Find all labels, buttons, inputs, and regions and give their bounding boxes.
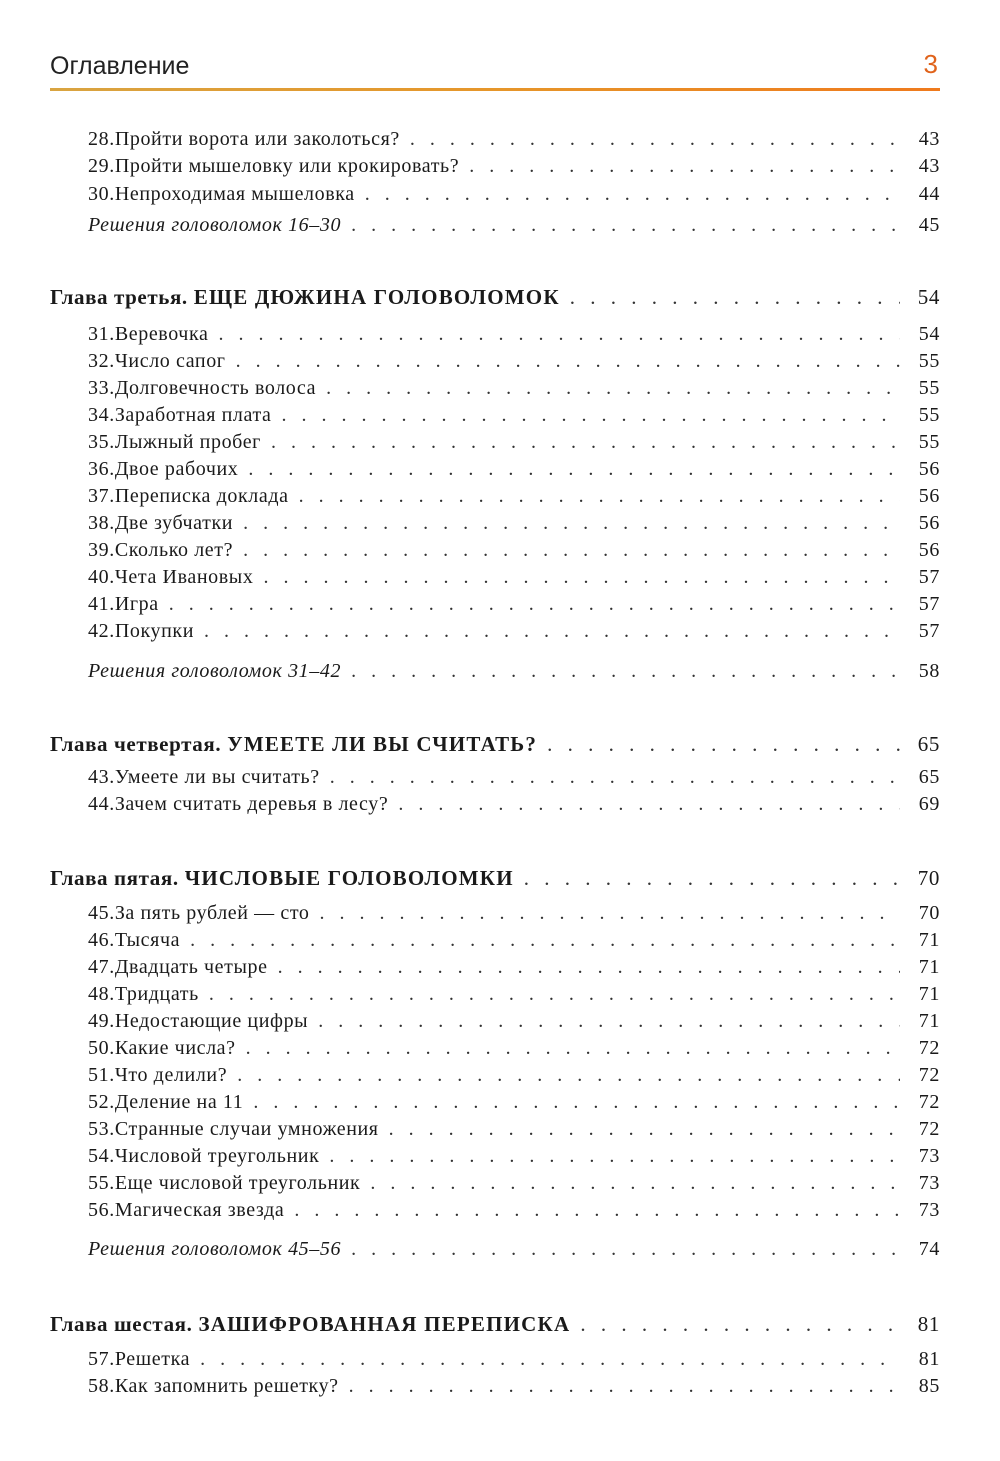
entry-number: 39. — [88, 539, 115, 561]
toc-entry[interactable] — [88, 1010, 940, 1033]
entry-page-number: 45 — [918, 214, 940, 236]
entry-number: 49. — [88, 1010, 115, 1032]
entry-page-number: 57 — [918, 620, 940, 642]
entry-title: За пять рублей — сто — [114, 902, 310, 924]
chapter-title: ЕЩЕ ДЮЖИНА ГОЛОВОЛОМОК — [193, 285, 560, 309]
entry-page-number: 56 — [918, 458, 940, 480]
entry-number: 51. — [88, 1064, 115, 1086]
entry-title: Странные случаи умножения — [114, 1118, 379, 1140]
toc-entry[interactable] — [88, 1037, 940, 1060]
toc-entry[interactable] — [88, 929, 940, 952]
toc-entry[interactable] — [88, 1091, 940, 1114]
entry-page-number: 55 — [918, 377, 940, 399]
page-header — [50, 49, 940, 92]
dot-leader — [365, 183, 900, 206]
toc-entry[interactable] — [88, 566, 940, 589]
entry-number: 34. — [88, 404, 115, 426]
dot-leader — [236, 350, 900, 373]
entry-number: 55. — [88, 1172, 115, 1194]
entry-title: Покупки — [114, 620, 195, 642]
entry-title: Недостающие цифры — [114, 1010, 309, 1032]
entry-number: 30. — [88, 183, 115, 205]
entry-page-number: 73 — [918, 1145, 940, 1167]
entry-title: Деление на 11 — [114, 1091, 244, 1113]
entry-number: 42. — [88, 620, 115, 642]
toc-entry[interactable] — [88, 512, 940, 535]
entry-title: Как запомнить решетку? — [114, 1375, 339, 1397]
toc-entry[interactable] — [88, 431, 940, 454]
dot-leader — [469, 155, 900, 178]
toc-entry[interactable] — [88, 1375, 940, 1398]
solutions-title: Решения головоломок 31–42 — [88, 660, 342, 682]
chapter-title: ЧИСЛОВЫЕ ГОЛОВОЛОМКИ — [184, 866, 514, 890]
entry-page-number: 71 — [918, 1010, 940, 1032]
entry-number: 40. — [88, 566, 115, 588]
chapter-title: ЗАШИФРОВАННАЯ ПЕРЕПИСКА — [198, 1312, 571, 1336]
toc-entry[interactable] — [88, 1348, 940, 1371]
toc-entry[interactable] — [88, 404, 940, 427]
dot-leader — [349, 1375, 900, 1398]
dot-leader — [271, 431, 900, 454]
dot-leader — [370, 1172, 900, 1195]
dot-leader — [246, 1037, 900, 1060]
entry-page-number: 74 — [918, 1238, 940, 1260]
entry-number: 35. — [88, 431, 115, 453]
dot-leader — [243, 512, 900, 535]
entry-page-number: 72 — [918, 1091, 940, 1113]
toc-entry[interactable] — [88, 1199, 940, 1222]
toc-entry[interactable] — [88, 485, 940, 508]
toc-entry[interactable] — [88, 983, 940, 1006]
dot-leader — [318, 1010, 900, 1033]
entry-title: Пройти ворота или заколоться? — [114, 128, 400, 150]
entry-page-number: 72 — [918, 1037, 940, 1059]
chapter-label: Глава пятая. — [50, 866, 179, 890]
entry-title: Долговечность волоса — [114, 377, 317, 399]
entry-number: 56. — [88, 1199, 115, 1221]
entry-number: 36. — [88, 458, 115, 480]
dot-leader — [351, 660, 900, 683]
entry-number: 57. — [88, 1348, 115, 1370]
entry-number: 50. — [88, 1037, 115, 1059]
entry-title: Зачем считать деревья в лесу? — [114, 793, 389, 815]
entry-number: 46. — [88, 929, 115, 951]
entry-title: Веревочка — [114, 323, 209, 345]
entry-number: 33. — [88, 377, 115, 399]
dot-leader — [410, 128, 900, 151]
entry-number: 38. — [88, 512, 115, 534]
page-title: Оглавление — [50, 52, 190, 80]
entry-title: Двадцать четыре — [114, 956, 268, 978]
entry-number: 32. — [88, 350, 115, 372]
chapter-label: Глава шестая. — [50, 1312, 193, 1336]
entry-title: Лыжный пробег — [114, 431, 261, 453]
chapter-label: Глава четвертая. — [50, 732, 222, 756]
toc-entry[interactable] — [88, 539, 940, 562]
entry-page-number: 55 — [918, 431, 940, 453]
entry-number: 48. — [88, 983, 115, 1005]
dot-leader — [209, 983, 900, 1006]
dot-leader — [204, 620, 900, 643]
entry-page-number: 71 — [918, 956, 940, 978]
toc-entry[interactable] — [88, 956, 940, 979]
entry-number: 43. — [88, 766, 115, 788]
dot-leader — [248, 458, 900, 481]
entry-page-number: 56 — [918, 539, 940, 561]
dot-leader — [169, 593, 900, 616]
dot-leader — [524, 866, 900, 891]
entry-title: Игра — [114, 593, 159, 615]
toc-entry[interactable] — [88, 793, 940, 816]
dot-leader — [282, 404, 900, 427]
entry-title: Умеете ли вы считать? — [114, 766, 320, 788]
entry-title: Что делили? — [114, 1064, 228, 1086]
entry-page-number: 44 — [918, 183, 940, 205]
toc-chapter-heading[interactable] — [50, 866, 940, 891]
toc-solutions-entry[interactable] — [88, 1238, 940, 1261]
entry-title: Тридцать — [114, 983, 199, 1005]
dot-leader — [263, 566, 900, 589]
entry-number: 28. — [88, 128, 115, 150]
toc-entry[interactable] — [88, 1172, 940, 1195]
dot-leader — [200, 1348, 900, 1371]
entry-title: Еще числовой треугольник — [114, 1172, 361, 1194]
entry-page-number: 57 — [918, 593, 940, 615]
dot-leader — [320, 902, 900, 925]
entry-page-number: 73 — [918, 1172, 940, 1194]
page-number: 3 — [923, 49, 938, 79]
toc-solutions-entry[interactable] — [88, 660, 940, 683]
dot-leader — [570, 285, 900, 310]
toc-entry[interactable] — [88, 350, 940, 373]
toc-solutions-entry[interactable] — [88, 214, 940, 237]
toc-entry[interactable] — [88, 458, 940, 481]
entry-title: Две зубчатки — [114, 512, 234, 534]
toc-chapter-heading[interactable] — [50, 1312, 940, 1337]
solutions-title: Решения головоломок 16–30 — [88, 214, 342, 236]
toc-entry[interactable] — [88, 902, 940, 925]
toc-entry[interactable] — [88, 128, 940, 151]
toc-entry[interactable] — [88, 766, 940, 789]
dot-leader — [294, 1199, 900, 1222]
toc-entry[interactable] — [88, 593, 940, 616]
entry-number: 41. — [88, 593, 115, 615]
entry-page-number: 65 — [917, 732, 940, 756]
dot-leader — [351, 214, 900, 237]
dot-leader — [547, 732, 900, 757]
entry-number: 37. — [88, 485, 115, 507]
toc-chapter-heading[interactable] — [50, 285, 940, 310]
entry-title: Двое рабочих — [114, 458, 239, 480]
toc-entry[interactable] — [88, 1145, 940, 1168]
dot-leader — [299, 485, 900, 508]
entry-title: Магическая звезда — [114, 1199, 285, 1221]
entry-page-number: 54 — [917, 285, 940, 309]
dot-leader — [398, 793, 900, 816]
toc-entry[interactable] — [88, 1118, 940, 1141]
dot-leader — [237, 1064, 900, 1087]
entry-page-number: 71 — [918, 929, 940, 951]
dot-leader — [326, 377, 900, 400]
entry-number: 31. — [88, 323, 115, 345]
entry-title: Переписка доклада — [114, 485, 289, 507]
dot-leader — [278, 956, 900, 979]
entry-number: 52. — [88, 1091, 115, 1113]
dot-leader — [243, 539, 900, 562]
entry-page-number: 71 — [918, 983, 940, 1005]
entry-page-number: 58 — [918, 660, 940, 682]
entry-page-number: 54 — [918, 323, 940, 345]
entry-number: 54. — [88, 1145, 115, 1167]
chapter-title: УМЕЕТЕ ЛИ ВЫ СЧИТАТЬ? — [227, 732, 538, 756]
dot-leader — [351, 1238, 900, 1261]
chapter-label: Глава третья. — [50, 285, 188, 309]
dot-leader — [190, 929, 900, 952]
header-divider — [50, 88, 940, 91]
toc-entry[interactable] — [88, 323, 940, 346]
entry-title: Чета Ивановых — [114, 566, 254, 588]
entry-page-number: 43 — [918, 128, 940, 150]
entry-title: Решетка — [114, 1348, 191, 1370]
dot-leader — [330, 766, 900, 789]
dot-leader — [580, 1312, 900, 1337]
entry-page-number: 81 — [918, 1348, 940, 1370]
entry-title: Заработная плата — [114, 404, 272, 426]
entry-title: Тысяча — [114, 929, 181, 951]
entry-page-number: 43 — [918, 155, 940, 177]
dot-leader — [218, 323, 900, 346]
entry-page-number: 56 — [918, 512, 940, 534]
entry-page-number: 81 — [917, 1312, 940, 1336]
toc-chapter-heading[interactable] — [50, 732, 940, 757]
dot-leader — [389, 1118, 900, 1141]
entry-number: 53. — [88, 1118, 115, 1140]
entry-page-number: 70 — [917, 866, 940, 890]
entry-number: 45. — [88, 902, 115, 924]
entry-page-number: 70 — [918, 902, 940, 924]
entry-page-number: 85 — [918, 1375, 940, 1397]
entry-page-number: 73 — [918, 1199, 940, 1221]
entry-title: Пройти мышеловку или крокировать? — [114, 155, 460, 177]
entry-page-number: 72 — [918, 1118, 940, 1140]
entry-page-number: 55 — [918, 350, 940, 372]
entry-page-number: 57 — [918, 566, 940, 588]
entry-number: 47. — [88, 956, 115, 978]
entry-title: Какие числа? — [114, 1037, 236, 1059]
toc-entry[interactable] — [88, 1064, 940, 1087]
toc-entry[interactable] — [88, 620, 940, 643]
toc-entry[interactable] — [88, 183, 940, 206]
entry-page-number: 72 — [918, 1064, 940, 1086]
entry-page-number: 55 — [918, 404, 940, 426]
entry-page-number: 69 — [918, 793, 940, 815]
entry-title: Числовой треугольник — [114, 1145, 320, 1167]
entry-page-number: 65 — [918, 766, 940, 788]
entry-title: Сколько лет? — [114, 539, 234, 561]
entry-title: Число сапог — [114, 350, 226, 372]
dot-leader — [253, 1091, 900, 1114]
solutions-title: Решения головоломок 45–56 — [88, 1238, 342, 1260]
toc-entry[interactable] — [88, 377, 940, 400]
dot-leader — [329, 1145, 900, 1168]
entry-number: 58. — [88, 1375, 115, 1397]
entry-title: Непроходимая мышеловка — [114, 183, 355, 205]
entry-number: 44. — [88, 793, 115, 815]
entry-number: 29. — [88, 155, 115, 177]
toc-entry[interactable] — [88, 155, 940, 178]
entry-page-number: 56 — [918, 485, 940, 507]
